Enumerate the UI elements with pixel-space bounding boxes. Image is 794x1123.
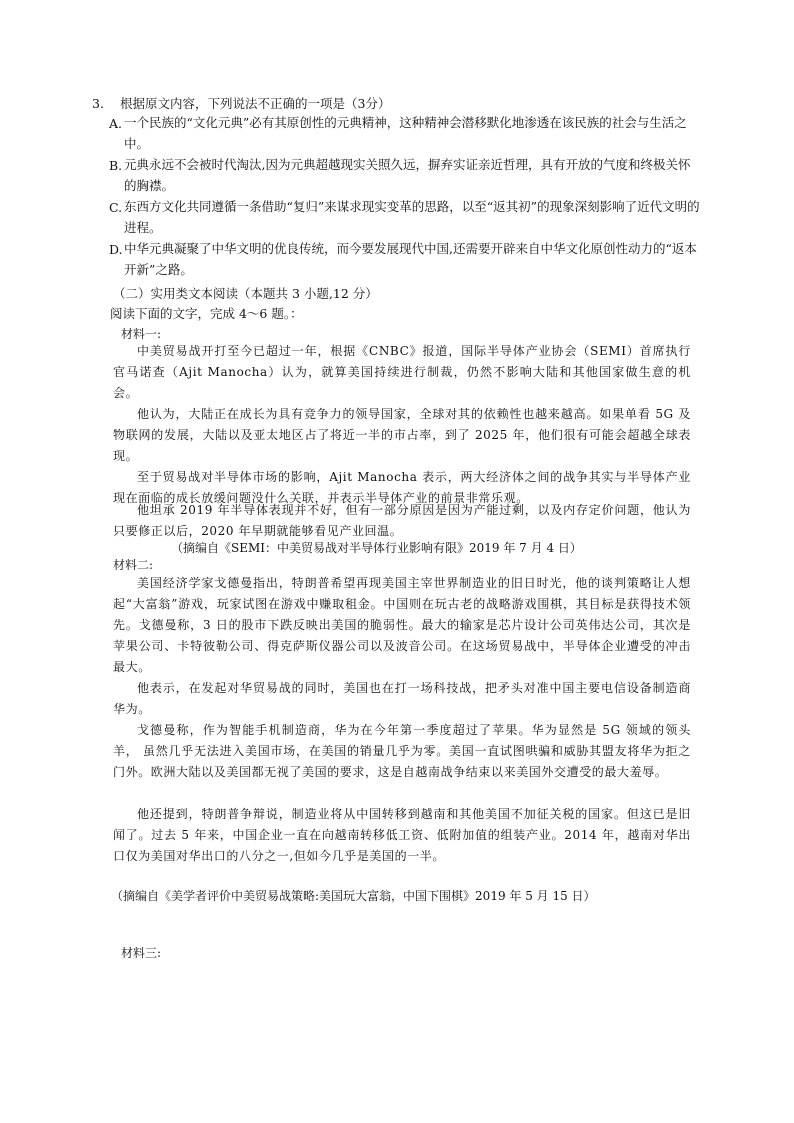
material-1-paragraph: 他认为，大陆正在成长为具有竞争力的领导国家，全球对其的依赖性也越来越高。如果单看 5G 及物联网的发展，大陆以及亚太地区占了将近一半的市占率，到了 2025 年，他们很有可能会超越全球表现。 [113,407,691,463]
material-2-paragraph: 美国经济学家戈德曼指出，特朗普希望再现美国主宰世界制造业的旧日时光，他的谈判策略让人想起“大富翁”游戏，玩家试图在游戏中赚取租金。中国则在玩古老的战略游戏围棋，其目标是获得技术领先。戈德曼称，3 日的股市下跌反映出美国的脆弱性。最大的输家是芯片设计公司英伟达公司，其次是苹果公司、卡特彼勒公司、得克萨斯仪器公司以及波音公司。在这场贸易战中，半导体企业遭受的冲击最大。 [113,576,691,674]
material-2-paragraph: 戈德曼称，作为智能手机制造商，华为在今年第一季度超过了苹果。华为显然是 5G 领域的领头羊， 虽然几乎无法进入美国市场，在美国的销量几乎为零。美国一直试图哄骗和威胁其盟友将华为拒之门外。欧洲大陆以及美国都无视了美国的要求，这是自越南战争结束以来美国外交遭受的最大羞辱。 [113,723,691,779]
option-b-label: B. [109,158,123,173]
material-2-paragraph: 他表示，在发起对华贸易战的同时，美国也在打一场科技战，把矛头对准中国主要电信设备制造商华为。 [113,681,691,716]
material-1-label: 材料一: [121,327,162,341]
question-stem: 根据原文内容，下列说法不正确的一项是（3分） [120,96,391,111]
option-a-text: 一个民族的“文化元典”必有其原创性的元典精神，这种精神会潜移默化地渗透在该民族的社会与生活之中。 [124,115,687,151]
option-c-text: 东西方文化共同遵循一条借助“复归”来谋求现实变革的思路，以至“返其初”的现象深刻影响了近代文明的进程。 [124,199,700,235]
option-d-label: D. [109,242,123,257]
option-b-text: 元典永远不会被时代淘汰,因为元典超越现实关照久远，摒弃实证亲近哲理，具有开放的气度和终极关怀的胸襟。 [124,157,691,193]
option-c-label: C. [109,200,123,215]
material-1-source: （摘编自《SEMI：中美贸易战对半导体行业影响有限》2019 年 7 月 4 日） [171,541,582,555]
option-d-text: 中华元典凝聚了中华文明的优良传统，而今要发展现代中国,还需要开辟来自中华文化原创性动力的“返本开新”之路。 [124,241,697,277]
option-a-label: A. [109,116,123,131]
section-heading: （二）实用类文本阅读（本题共 3 小题,12 分） [113,286,378,301]
material-3-label: 材料三: [121,946,162,960]
material-2-label: 材料二: [113,558,154,572]
section-instruction: 阅读下面的文字，完成 4～6 题。： [110,306,303,321]
material-2-paragraph: 他还提到，特朗普争辩说，制造业将从中国转移到越南和其他美国不加征关税的国家。但这已是旧闻了。过去 5 年来，中国企业一直在向越南转移低工资、低附加值的组装产业。2014 年，越南对华出口仅为美国对华出口的八分之一,但如今几乎是美国的一半。 [113,807,691,863]
question-number: 3. [92,96,104,111]
material-1-paragraph: 中美贸易战开打至今已超过一年，根据《CNBC》报道，国际半导体产业协会（SEMI）首席执行官马诺查（Ajit Manocha）认为，就算美国持续进行制裁，仍然不影响大陆和其他国家做生意的机会。 [113,344,691,400]
material-2-source: （摘编自《美学者评价中美贸易战策略:美国玩大富翁，中国下围棋》2019 年 5 月 15 日） [111,889,596,903]
material-1-paragraph: 他坦承 2019 年半导体表现并不好，但有一部分原因是因为产能过剩，以及内存定价问题，他认为只要修正以后，2020 年早期就能够看见产业回温。 [113,503,691,538]
material-1-paragraph: 至于贸易战对半导体市场的影响，Ajit Manocha 表示，两大经济体之间的战争其实与半导体产业现在面临的成长放缓问题没什么关联，并表示半导体产业的前景非常乐观。 [113,470,691,505]
